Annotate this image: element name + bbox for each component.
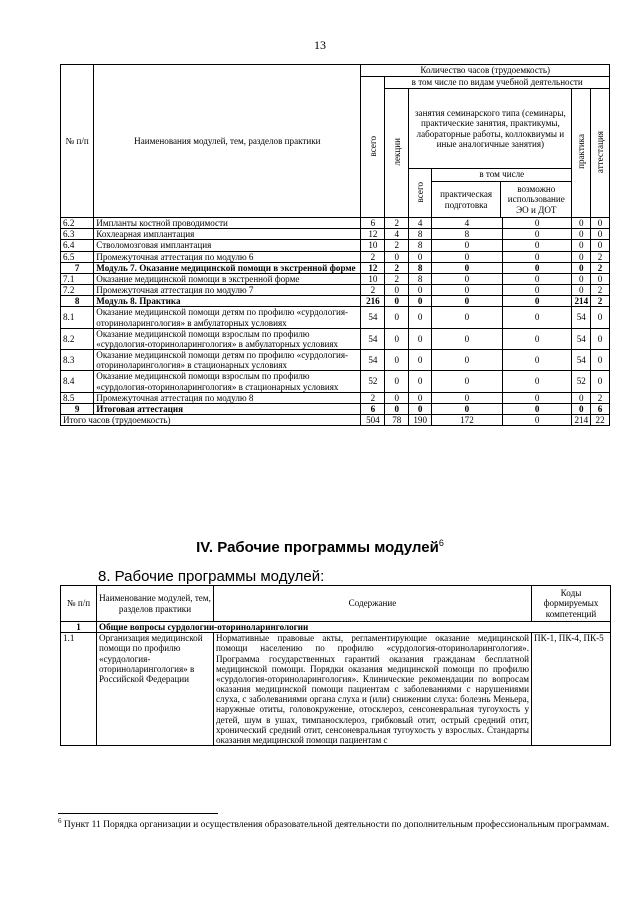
hours-row-name: Промежуточная аттестация по модулю 7 <box>94 285 361 296</box>
hours-cell-att: 2 <box>591 262 610 273</box>
hours-cell-att: 6 <box>591 403 610 414</box>
hours-cell-att: 2 <box>591 392 610 403</box>
hours-cell-lec: 0 <box>385 285 409 296</box>
hours-row <box>61 273 610 284</box>
hours-row <box>61 296 610 307</box>
hours-cell-att: 0 <box>591 218 610 229</box>
hours-row <box>61 218 610 229</box>
hours-cell-lec: 4 <box>385 229 409 240</box>
hours-cell-total: 216 <box>361 296 385 307</box>
hours-cell-eo: 0 <box>502 251 572 262</box>
hours-cell-lec: 0 <box>385 307 409 328</box>
hours-cell-pp: 0 <box>432 403 503 414</box>
hours-row-name: Модуль 7. Оказание медицинской помощи в экстренной форме <box>94 262 361 273</box>
hours-row-name: Оказание медицинской помощи в экстренной форме <box>94 273 361 284</box>
hours-cell-prac: 0 <box>572 403 591 414</box>
hours-cell-lec: 0 <box>385 371 409 392</box>
hours-cell-lec: 0 <box>385 251 409 262</box>
hours-cell-att: 0 <box>591 371 610 392</box>
hours-cell-total: 54 <box>361 350 385 371</box>
hours-cell-lec: 0 <box>385 403 409 414</box>
hours-cell-att: 2 <box>591 285 610 296</box>
hours-row <box>61 403 610 414</box>
hours-row-num: 6.2 <box>61 218 94 229</box>
hours-cell-sem: 0 <box>409 403 432 414</box>
group-num: 1 <box>61 622 97 633</box>
page-number: 13 <box>314 38 326 52</box>
hours-cell-pp: 0 <box>432 371 503 392</box>
hours-total-att: 22 <box>591 415 610 426</box>
hours-cell-pp: 0 <box>432 307 503 328</box>
hours-cell-sem: 0 <box>409 296 432 307</box>
hours-row-name: Промежуточная аттестация по модулю 6 <box>94 251 361 262</box>
hours-cell-prac: 0 <box>572 251 591 262</box>
hours-cell-total: 12 <box>361 262 385 273</box>
hours-cell-att: 2 <box>591 251 610 262</box>
hours-cell-eo: 0 <box>502 262 572 273</box>
hours-table-body <box>61 218 610 426</box>
header-practice: практика <box>576 134 587 170</box>
program-row-name: Организация медицинской помощи по профилю «сурдология-оториноларингология» в Российской Федерации <box>97 633 214 746</box>
header-lectures: лекции <box>391 138 402 166</box>
header-practice-cell <box>572 89 591 218</box>
hours-row-num: 6.5 <box>61 251 94 262</box>
sub-title: 8. Рабочие программы модулей: <box>98 568 325 585</box>
hours-row <box>61 240 610 251</box>
hours-row-num: 8 <box>61 296 94 307</box>
hours-cell-eo: 0 <box>502 296 572 307</box>
hours-cell-pp: 0 <box>432 273 503 284</box>
hours-cell-eo: 0 <box>502 229 572 240</box>
header-distance: возможно использование ЭО и ДОТ <box>507 184 565 215</box>
hours-row-name: Модуль 8. Практика <box>94 296 361 307</box>
programs-header-name: Наименование модулей, тем, разделов практики <box>97 586 214 622</box>
hours-row <box>61 350 610 371</box>
hours-row-name: Оказание медицинской помощи детям по профилю «сурдология-оториноларингология» в амбулаторных условиях <box>94 307 361 328</box>
hours-row-num: 6.3 <box>61 229 94 240</box>
hours-row-num: 7 <box>61 262 94 273</box>
hours-cell-prac: 0 <box>572 218 591 229</box>
hours-cell-total: 54 <box>361 307 385 328</box>
hours-total-lec: 78 <box>385 415 409 426</box>
hours-cell-total: 12 <box>361 229 385 240</box>
hours-cell-sem: 4 <box>409 218 432 229</box>
hours-row-num: 8.3 <box>61 350 94 371</box>
hours-cell-lec: 2 <box>385 262 409 273</box>
hours-cell-lec: 0 <box>385 328 409 349</box>
programs-header-codes: Коды формируемых компетенций <box>532 586 611 622</box>
programs-header-num: № п/п <box>61 586 97 622</box>
hours-cell-sem: 0 <box>409 251 432 262</box>
header-attestation: аттестация <box>594 130 605 173</box>
hours-cell-sem: 0 <box>409 392 432 403</box>
hours-cell-eo: 0 <box>502 403 572 414</box>
hours-cell-pp: 0 <box>432 251 503 262</box>
hours-row-name: Оказание медицинской помощи взрослым по профилю «сурдология-оториноларингология» в стационарных условиях <box>94 371 361 392</box>
hours-total-sem: 190 <box>409 415 432 426</box>
program-row-codes: ПК-1, ПК-4, ПК-5 <box>532 633 611 746</box>
hours-cell-lec: 0 <box>385 392 409 403</box>
hours-cell-pp: 0 <box>432 285 503 296</box>
header-seminar: занятия семинарского типа (семинары, практические занятия, практикумы, лабораторные работы, коллоквиумы и иные аналогичные занятия) <box>409 89 572 169</box>
hours-row <box>61 371 610 392</box>
hours-cell-total: 6 <box>361 403 385 414</box>
hours-cell-eo: 0 <box>502 371 572 392</box>
hours-cell-lec: 2 <box>385 273 409 284</box>
footnote <box>58 817 611 832</box>
hours-cell-prac: 214 <box>572 296 591 307</box>
hours-cell-att: 0 <box>591 307 610 328</box>
section-footnote-mark: 6 <box>438 538 444 548</box>
hours-row-num: 8.2 <box>61 328 94 349</box>
hours-cell-pp: 0 <box>432 350 503 371</box>
hours-row-name: Кохлеарная имплантация <box>94 229 361 240</box>
header-hours: Количество часов (трудоемкость) <box>361 65 610 77</box>
hours-cell-att: 0 <box>591 273 610 284</box>
hours-row <box>61 328 610 349</box>
header-practical-training: практическая подготовка <box>432 182 501 217</box>
hours-cell-att: 0 <box>591 240 610 251</box>
hours-cell-eo: 0 <box>502 307 572 328</box>
hours-total-prac: 214 <box>572 415 591 426</box>
hours-row <box>61 285 610 296</box>
hours-cell-total: 2 <box>361 251 385 262</box>
hours-cell-pp: 4 <box>432 218 503 229</box>
hours-cell-lec: 0 <box>385 296 409 307</box>
footnote-separator <box>58 813 218 814</box>
header-incl-block <box>432 169 572 218</box>
footnote-text: Пункт 11 Порядка организации и осуществления образовательной деятельности по дополнительным профессиональным программам. <box>61 820 610 831</box>
header-total-cell <box>361 77 385 218</box>
hours-row-num: 8.4 <box>61 371 94 392</box>
hours-cell-total: 10 <box>361 240 385 251</box>
hours-total-row <box>61 415 610 426</box>
hours-cell-eo: 0 <box>502 285 572 296</box>
hours-cell-sem: 8 <box>409 240 432 251</box>
section-title <box>0 538 640 556</box>
hours-row-name: Оказание медицинской помощи взрослым по профилю «сурдология-оториноларингология» в амбулаторных условиях <box>94 328 361 349</box>
hours-cell-total: 2 <box>361 392 385 403</box>
hours-row <box>61 262 610 273</box>
hours-cell-eo: 0 <box>502 328 572 349</box>
hours-row-num: 7.2 <box>61 285 94 296</box>
hours-cell-sem: 8 <box>409 273 432 284</box>
hours-cell-sem: 0 <box>409 328 432 349</box>
hours-cell-pp: 0 <box>432 296 503 307</box>
hours-cell-lec: 2 <box>385 240 409 251</box>
programs-table <box>60 585 611 746</box>
header-lectures-cell <box>385 89 409 218</box>
hours-total-pp: 172 <box>432 415 503 426</box>
hours-cell-lec: 0 <box>385 350 409 371</box>
hours-row-num: 6.4 <box>61 240 94 251</box>
hours-cell-eo: 0 <box>502 218 572 229</box>
hours-cell-sem: 8 <box>409 262 432 273</box>
hours-cell-total: 10 <box>361 273 385 284</box>
hours-row <box>61 392 610 403</box>
hours-cell-prac: 54 <box>572 328 591 349</box>
hours-cell-att: 2 <box>591 296 610 307</box>
header-incl: в том числе <box>432 169 571 182</box>
hours-cell-att: 0 <box>591 229 610 240</box>
hours-cell-prac: 54 <box>572 307 591 328</box>
hours-cell-prac: 0 <box>572 392 591 403</box>
hours-cell-prac: 0 <box>572 240 591 251</box>
group-name: Общие вопросы сурдологии-оториноларингологии <box>97 622 611 633</box>
hours-cell-pp: 0 <box>432 240 503 251</box>
hours-row-name: Итоговая аттестация <box>94 403 361 414</box>
section-title-text: IV. Рабочие программы модулей <box>196 539 439 556</box>
header-by-type: в том числе по видам учебной деятельности <box>385 77 610 89</box>
hours-cell-eo: 0 <box>502 273 572 284</box>
hours-row <box>61 307 610 328</box>
program-row-content: Нормативные правовые акты, регламентирующие оказание медицинской помощи населению по профилю «сурдология-оториноларингология». Программа государственных гарантий оказания гражданам бесплатной медицинской помощи. Порядки оказания медицинской помощи по профилю «сурдология-оториноларингология». Клинические рекомендации по вопросам оказания медицинской помощи пациентам с заболеваниями с нарушениями слуха, с заболеваниями органа слуха и (или) снижении слуха: болезнь Меньера, наружные отиты, головокружение, отосклероз, сенсоневральная тугоухость у детей, шум в ушах, тимпаносклероз, грибковый отит, острый средний отит, хронический средний отит, сенсоневральная тугоухость у взрослых. Стандарты оказания медицинской помощи пациентам с <box>214 633 532 746</box>
hours-cell-pp: 0 <box>432 392 503 403</box>
hours-cell-lec: 2 <box>385 218 409 229</box>
hours-row-num: 7.1 <box>61 273 94 284</box>
hours-cell-att: 0 <box>591 350 610 371</box>
hours-cell-pp: 8 <box>432 229 503 240</box>
header-attestation-cell <box>591 89 610 218</box>
footnote-mark: 6 <box>58 817 62 825</box>
hours-cell-total: 6 <box>361 218 385 229</box>
hours-cell-sem: 0 <box>409 371 432 392</box>
program-row-num: 1.1 <box>61 633 97 746</box>
hours-row <box>61 251 610 262</box>
hours-cell-sem: 0 <box>409 307 432 328</box>
hours-row-name: Оказание медицинской помощи детям по профилю «сурдология-оториноларингология» в стационарных условиях <box>94 350 361 371</box>
hours-cell-prac: 0 <box>572 262 591 273</box>
hours-cell-total: 54 <box>361 328 385 349</box>
hours-row-num: 9 <box>61 403 94 414</box>
hours-total-label: Итого часов (трудоемкость) <box>61 415 361 426</box>
hours-cell-total: 2 <box>361 285 385 296</box>
hours-table <box>60 64 610 426</box>
hours-cell-pp: 0 <box>432 328 503 349</box>
header-total: всего <box>367 135 378 157</box>
hours-cell-sem: 0 <box>409 285 432 296</box>
header-name: Наименования модулей, тем, разделов практики <box>94 65 361 218</box>
hours-cell-eo: 0 <box>502 392 572 403</box>
hours-total-total: 504 <box>361 415 385 426</box>
hours-cell-eo: 0 <box>502 240 572 251</box>
hours-total-eo: 0 <box>502 415 572 426</box>
hours-row-num: 8.1 <box>61 307 94 328</box>
hours-cell-eo: 0 <box>502 350 572 371</box>
hours-row <box>61 229 610 240</box>
hours-cell-att: 0 <box>591 328 610 349</box>
hours-row-name: Промежуточная аттестация по модулю 8 <box>94 392 361 403</box>
hours-cell-sem: 0 <box>409 350 432 371</box>
hours-cell-prac: 54 <box>572 350 591 371</box>
header-sem-total: всего <box>415 181 426 203</box>
hours-cell-prac: 0 <box>572 273 591 284</box>
hours-cell-sem: 8 <box>409 229 432 240</box>
hours-row-num: 8.5 <box>61 392 94 403</box>
hours-cell-pp: 0 <box>432 262 503 273</box>
hours-cell-prac: 52 <box>572 371 591 392</box>
hours-row-name: Стволомозговая имплантация <box>94 240 361 251</box>
header-num: № п/п <box>61 65 94 218</box>
hours-row-name: Импланты костной проводимости <box>94 218 361 229</box>
header-sem-total-cell <box>409 169 432 218</box>
hours-cell-prac: 0 <box>572 229 591 240</box>
hours-cell-total: 52 <box>361 371 385 392</box>
programs-header-content: Содержание <box>214 586 532 622</box>
hours-cell-prac: 0 <box>572 285 591 296</box>
